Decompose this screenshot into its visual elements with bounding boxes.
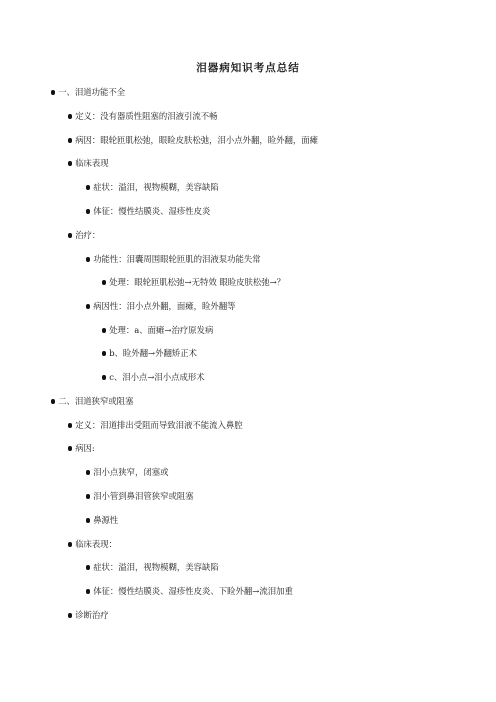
outline-text: 临床表现 <box>75 158 109 168</box>
bullet-icon <box>68 161 72 165</box>
document-title: 泪器病知识考点总结 <box>196 62 300 74</box>
outline-item <box>86 254 261 265</box>
bullet-icon <box>68 233 72 237</box>
outline-item <box>86 467 169 478</box>
outline-text: 诊断治疗 <box>75 610 109 620</box>
bullet-icon <box>102 375 106 379</box>
bullet-icon <box>86 257 90 261</box>
bullet-icon <box>86 518 90 522</box>
bullet-icon <box>102 280 106 284</box>
outline-text: 功能性：泪囊周围眼轮匝肌的泪液泵功能失常 <box>93 254 261 264</box>
outline-item <box>102 372 205 383</box>
outline-item <box>86 301 236 312</box>
bullet-icon <box>68 613 72 617</box>
outline-text: 定义：没有器质性阻塞的泪液引流不畅 <box>75 111 218 121</box>
bullet-icon <box>68 138 72 142</box>
outline-text: 二、泪道狭窄或阻塞 <box>58 396 134 406</box>
outline-item <box>68 111 218 122</box>
outline-text: 体征：慢性结膜炎、湿疹性皮炎、下睑外翻→流泪加重 <box>93 586 293 596</box>
bullet-icon <box>102 351 106 355</box>
bullet-icon <box>86 589 90 593</box>
outline-text: 症状：溢泪，视物模糊，美容缺陷 <box>93 562 219 572</box>
outline-item <box>102 277 285 288</box>
outline-item <box>86 515 118 526</box>
outline-text: 临床表现： <box>75 539 118 549</box>
outline-text: 泪小管到鼻泪管狭窄或阻塞 <box>93 491 194 501</box>
outline-item <box>68 443 95 454</box>
outline-item <box>68 610 109 621</box>
outline-item <box>102 348 197 359</box>
outline-text: 泪小点狭窄，闭塞或 <box>93 467 169 477</box>
outline-item <box>68 158 109 169</box>
bullet-icon <box>68 542 72 546</box>
bullet-icon <box>86 470 90 474</box>
outline-item <box>68 135 318 146</box>
outline-item <box>86 206 210 217</box>
outline-text: 处理：眼轮匝肌松弛→无特效 眼睑皮肤松弛→？ <box>109 277 286 287</box>
outline-item <box>86 562 219 573</box>
outline-text: 症状：溢泪，视物模糊，美容缺陷 <box>93 182 219 192</box>
outline-text: 鼻源性 <box>93 515 119 525</box>
outline-text: c、泪小点→泪小点成形术 <box>109 372 205 382</box>
outline-item <box>86 586 293 597</box>
outline-text: 病因：眼轮匝肌松弛，眼睑皮肤松弛，泪小点外翻，睑外翻，面瘫 <box>75 135 319 145</box>
outline-item <box>86 491 194 502</box>
outline-text: 一、泪道功能不全 <box>58 87 126 97</box>
outline-text: b、睑外翻→外翻矫正术 <box>109 348 197 358</box>
outline-item <box>51 87 125 98</box>
outline-item <box>68 420 243 431</box>
bullet-icon <box>68 446 72 450</box>
outline-item <box>86 182 219 193</box>
outline-text: 体征：慢性结膜炎、湿疹性皮炎 <box>93 206 211 216</box>
bullet-icon <box>86 209 90 213</box>
bullet-icon <box>86 494 90 498</box>
outline-item <box>68 230 100 241</box>
bullet-icon <box>51 399 55 403</box>
bullet-icon <box>102 328 106 332</box>
outline-item <box>68 539 117 550</box>
outline-text: 病因性：泪小点外翻，面瘫，睑外翻等 <box>93 301 236 311</box>
outline-text: 病因: <box>75 443 95 453</box>
bullet-icon <box>86 185 90 189</box>
bullet-icon <box>51 90 55 94</box>
outline-item <box>102 325 213 336</box>
outline-text: 处理：a、面瘫→治疗原发病 <box>109 325 214 335</box>
bullet-icon <box>86 565 90 569</box>
bullet-icon <box>68 423 72 427</box>
outline-text: 定义：泪道排出受阻而导致泪液不能流入鼻腔 <box>75 420 243 430</box>
outline-text: 治疗： <box>75 230 101 240</box>
bullet-icon <box>68 114 72 118</box>
bullet-icon <box>86 304 90 308</box>
outline-item <box>51 396 134 407</box>
